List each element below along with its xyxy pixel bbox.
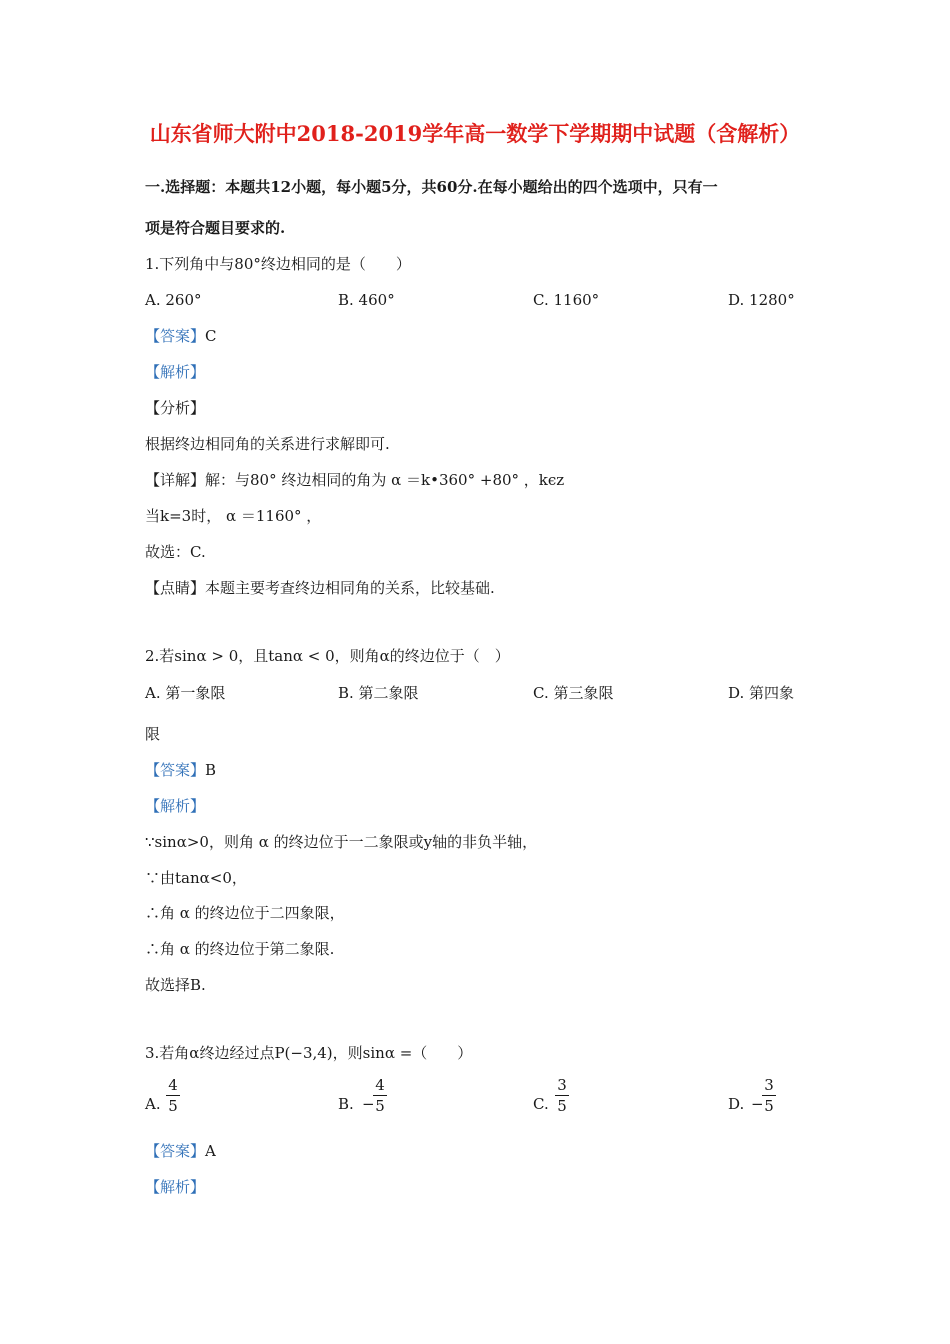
answer-label: 【答案】 [145,327,206,345]
q3-stem: 3.若角α终边经过点P(−3,4)，则sinα =（ ） [145,1044,473,1062]
numerator: 3 [764,1076,774,1094]
denominator: 5 [168,1097,178,1115]
denominator: 5 [557,1097,567,1115]
q1-detail-text: 解：与80° 终边相同的角为 α ＝k•360° +80° ，kϵz [205,471,565,489]
q1-option-a: A. 260° [145,291,202,309]
q3-option-a-letter: A. [145,1095,161,1113]
q2-option-a: A. 第一象限 [145,684,226,702]
q3-option-b-sign: − [362,1095,375,1113]
q1-line2: 当k=3时， α ＝1160° ， [145,507,322,525]
comment-label: 【点睛】 [145,579,206,597]
q1-comment-text: 本题主要考查终边相同角的关系，比较基础. [205,579,495,597]
q1-line3: 故选：C. [145,543,206,561]
answer-label: 【答案】 [145,1142,206,1160]
q1-detail [145,470,564,490]
q3-option-d-sign: − [751,1095,764,1113]
q3-option-d-letter: D. [728,1095,745,1113]
q1-option-b: B. 460° [338,291,395,309]
q3-answer [145,1141,216,1161]
q2-line-2: ∵由tanα<0， [145,869,247,887]
q3-option-a-fraction [166,1076,180,1115]
q2-analysis-label: 【解析】 [145,797,206,815]
answer-label: 【答案】 [145,761,206,779]
q3-option-b-fraction [373,1076,387,1115]
q2-answer [145,760,216,780]
q3-analysis-label: 【解析】 [145,1178,206,1196]
q1-fenxi-label: 【分析】 [145,399,206,417]
q2-option-c: C. 第三象限 [533,684,614,702]
q2-option-d: D. 第四象 [728,684,795,702]
q3-option-c-letter: C. [533,1095,549,1113]
q3-option-b-letter: B. [338,1095,354,1113]
q3-answer-value: A [205,1142,216,1160]
q1-option-d: D. 1280° [728,291,795,309]
q1-fenxi-text: 根据终边相同角的关系进行求解即可. [145,435,390,453]
q1-option-c: C. 1160° [533,291,600,309]
q2-option-d-wrap: 限 [145,725,161,743]
detail-label: 【详解】 [145,471,206,489]
q2-answer-value: B [205,761,217,779]
numerator: 4 [168,1076,178,1094]
section-heading-line2: 项是符合题目要求的. [145,219,286,237]
numerator: 4 [375,1076,385,1094]
q1-analysis-label: 【解析】 [145,363,206,381]
numerator: 3 [557,1076,567,1094]
q2-line-4: ∴角 α 的终边位于第二象限. [145,940,335,958]
q1-comment [145,578,495,598]
q2-line-5: 故选择B. [145,976,206,994]
q1-answer [145,326,217,346]
section-heading-line1: 一.选择题：本题共12小题，每小题5分，共60分.在每小题给出的四个选项中，只有一 [145,178,718,196]
q1-stem: 1.下列角中与80°终边相同的是（ ） [145,255,411,273]
q1-answer-value: C [205,327,217,345]
q2-line-3: ∴角 α 的终边位于二四象限， [145,904,345,922]
denominator: 5 [375,1097,385,1115]
q3-option-c-fraction [555,1076,569,1115]
denominator: 5 [764,1097,774,1115]
document-title: 山东省师大附中2018-2019学年高一数学下学期期中试题（含解析） [149,121,801,146]
q2-stem: 2.若sinα > 0，且tanα < 0，则角α的终边位于（ ） [145,647,510,665]
q3-option-d-fraction [762,1076,776,1115]
q2-line-1: ∵sinα>0，则角 α 的终边位于一二象限或y轴的非负半轴， [145,833,538,851]
q2-option-b: B. 第二象限 [338,684,419,702]
